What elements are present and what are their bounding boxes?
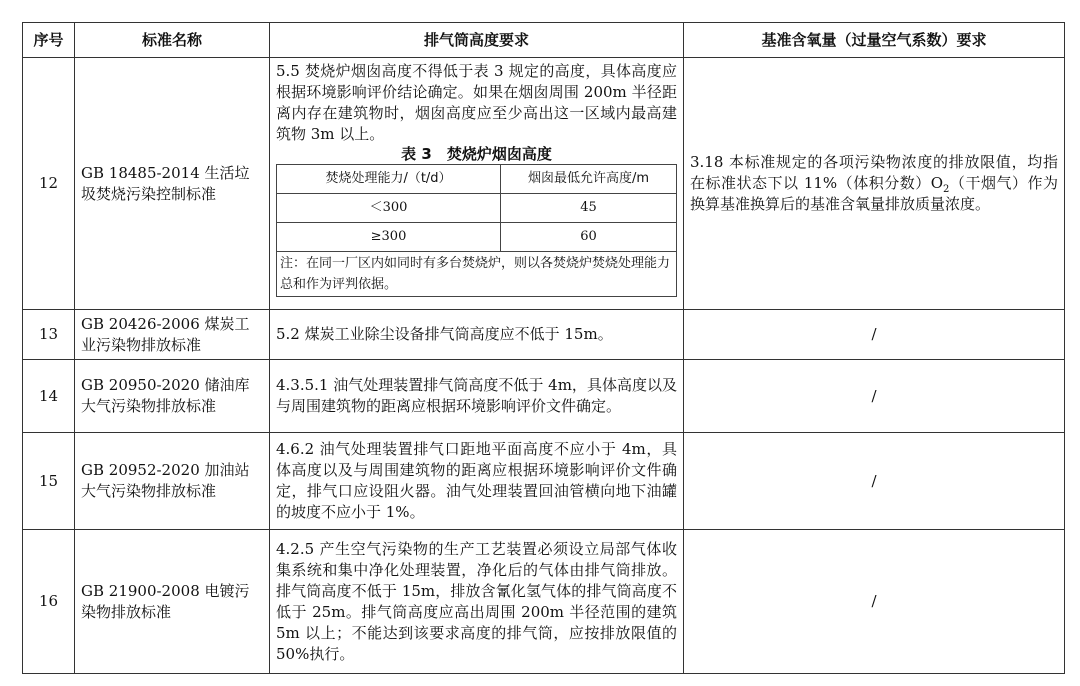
- standard-name: GB 20952-2020 加油站大气污染物排放标准: [75, 433, 270, 530]
- table-row: [23, 530, 1065, 674]
- header-oxygen: 基准含氧量（过量空气系数）要求: [684, 23, 1065, 58]
- inner-row: [277, 194, 677, 223]
- inner-header-capacity: 焚烧处理能力/（t/d）: [277, 165, 501, 194]
- table-row: [23, 360, 1065, 433]
- standard-name: GB 20950-2020 储油库大气污染物排放标准: [75, 360, 270, 433]
- oxygen-text-after: （干烟气）作为换算基准换算后的基准含氧量排放质量浓度。: [690, 174, 1058, 213]
- oxygen-requirement: /: [684, 530, 1065, 674]
- inner-header-row: [277, 165, 677, 194]
- stack-requirement: 4.6.2 油气处理装置排气口距地平面高度不应小于 4m，具体高度以及与周围建筑物的距离应根据环境影响评价文件确定，排气口应设阻火器。油气处理装置回油管横向地下油罐的坡度不应小于 1%。: [270, 433, 684, 530]
- table-row: [23, 310, 1065, 360]
- table-row: [23, 433, 1065, 530]
- inner-table-title: 表 3 焚烧炉烟囱高度: [401, 145, 552, 163]
- inner-row: [277, 223, 677, 252]
- header-row: [23, 23, 1065, 58]
- table-row: [23, 58, 1065, 310]
- stack-requirement: 4.2.5 产生空气污染物的生产工艺装置必须设立局部气体收集系统和集中净化处理装置，净化后的气体由排气筒排放。排气筒高度不低于 15m，排放含氰化氢气体的排气筒高度不低于 25m。排气筒高度应高出周围 200m 半径范围的建筑 5m 以上；不能达到该要求高度的排气筒，应按排放限值的 50%执行。: [270, 530, 684, 674]
- standard-name: GB 18485-2014 生活垃圾焚烧污染控制标准: [75, 58, 270, 310]
- inner-table-note: 注：在同一厂区内如同时有多台焚烧炉，则以各焚烧炉焚烧处理能力总和作为评判依据。: [277, 252, 677, 297]
- standard-name: GB 20426-2006 煤炭工业污染物排放标准: [75, 310, 270, 360]
- stack-requirement: 5.2 煤炭工业除尘设备排气筒高度应不低于 15m。: [270, 310, 684, 360]
- height-cell: 45: [501, 194, 677, 223]
- oxygen-requirement: /: [684, 360, 1065, 433]
- row-number: 13: [23, 310, 75, 360]
- header-stack: 排气筒高度要求: [270, 23, 684, 58]
- inner-note-row: [277, 252, 677, 297]
- chimney-height-table: [276, 164, 677, 297]
- standard-name: GB 21900-2008 电镀污染物排放标准: [75, 530, 270, 674]
- oxygen-subscript: 2: [943, 184, 950, 195]
- capacity-cell: ＜300: [277, 194, 501, 223]
- capacity-cell: ≥300: [277, 223, 501, 252]
- row-number: 16: [23, 530, 75, 674]
- header-name: 标准名称: [75, 23, 270, 58]
- inner-header-height: 烟囱最低允许高度/m: [501, 165, 677, 194]
- stack-requirement: 4.3.5.1 油气处理装置排气筒高度不低于 4m，具体高度以及与周围建筑物的距离应根据环境影响评价文件确定。: [270, 360, 684, 433]
- stack-requirement: [270, 58, 684, 310]
- oxygen-text-before: 3.18 本标准规定的各项污染物浓度的排放限值，均指在标准状态下以 11%（体积分数）O: [690, 153, 1058, 192]
- header-no: 序号: [23, 23, 75, 58]
- standards-table: [22, 22, 1065, 674]
- oxygen-requirement: /: [684, 433, 1065, 530]
- row-number: 15: [23, 433, 75, 530]
- stack-requirement-text: 5.5 焚烧炉烟囱高度不得低于表 3 规定的高度，具体高度应根据环境影响评价结论确定。如果在烟囱周围 200m 半径距离内存在建筑物时，烟囱高度应至少高出这一区域内最高建筑物 3m 以上。: [276, 62, 677, 143]
- row-number: 12: [23, 58, 75, 310]
- row-number: 14: [23, 360, 75, 433]
- height-cell: 60: [501, 223, 677, 252]
- oxygen-requirement: /: [684, 310, 1065, 360]
- oxygen-requirement: [684, 58, 1065, 310]
